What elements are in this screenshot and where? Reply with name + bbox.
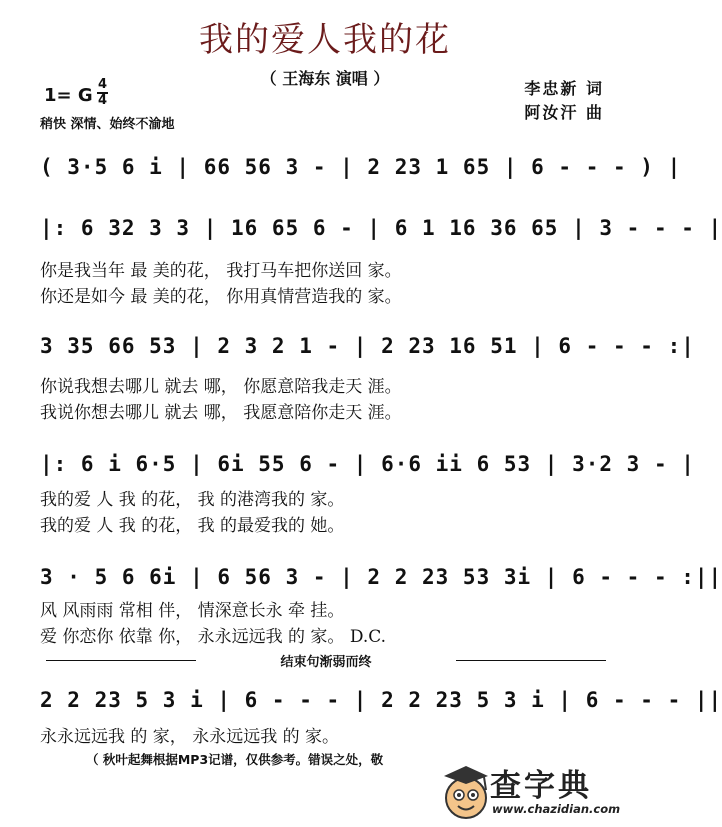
lyric-line-5a: 风 风雨雨 常相 伴， 情深意长永 牵 挂。: [40, 601, 345, 621]
lyric-line-6a: 永永远远我 的 家， 永永远远我 的 家。: [40, 727, 340, 747]
time-signature-top: 4: [97, 77, 108, 92]
key-signature: 1= G: [44, 85, 93, 106]
notation-system-1: ( 3·5 6 i | 66 56 3 - | 2 23 1 65 | 6 - - - ) |: [40, 155, 682, 179]
logo-url[interactable]: www.chazidian.com: [492, 802, 621, 816]
lyric-line-3b: 我说你想去哪儿 就去 哪， 我愿意陪你走天 涯。: [40, 403, 402, 423]
notation-system-2: |: 6 32 3 3 | 16 65 6 - | 6 1 16 36 65 | 3 - - - |: [40, 216, 722, 240]
time-signature-bottom: 4: [97, 93, 108, 108]
lyric-line-2b: 你还是如今 最 美的花， 你用真情营造我的 家。: [40, 287, 402, 307]
singer-line: （ 王海东 演唱 ）: [260, 69, 390, 88]
lyricist-credit: 李忠新 词: [524, 79, 604, 98]
lyric-line-2a: 你是我当年 最 美的花， 我打马车把你送回 家。: [40, 261, 402, 281]
song-title: 我的爱人我的花: [199, 20, 451, 60]
time-signature: [97, 78, 108, 108]
footer-note: （ 秋叶起舞根据MP3记谱，仅供参考。错误之处，敬: [86, 752, 384, 767]
lyric-line-4a: 我的爱 人 我 的花， 我 的港湾我的 家。: [40, 490, 345, 510]
lyric-line-5b: 爱 你恋你 依靠 你， 永永远远我 的 家。 D.C.: [40, 627, 387, 647]
composer-credit: 阿汝汗 曲: [524, 103, 604, 122]
lyric-line-3a: 你说我想去哪儿 就去 哪， 你愿意陪我走天 涯。: [40, 377, 402, 397]
notation-system-5: 3 · 5 6 6i | 6 56 3 - | 2 2 23 53 3i | 6 - - - :||: [40, 565, 722, 589]
notation-system-3: 3 35 66 53 | 2 3 2 1 - | 2 23 16 51 | 6 - - - :|: [40, 334, 695, 358]
ending-hint: 结束句渐弱而终: [196, 651, 456, 670]
lyric-line-4b: 我的爱 人 我 的花， 我 的最爱我的 她。: [40, 516, 345, 536]
logo-text: 查字典: [490, 768, 592, 804]
notation-system-6: 2 2 23 5 3 i | 6 - - - | 2 2 23 5 3 i | 6 - - - ||: [40, 688, 722, 712]
tempo-marking: 稍快 深情、始终不渝地: [40, 117, 175, 132]
notation-system-4: |: 6 i 6·5 | 6i 55 6 - | 6·6 ii 6 53 | 3·2 3 - |: [40, 452, 695, 476]
